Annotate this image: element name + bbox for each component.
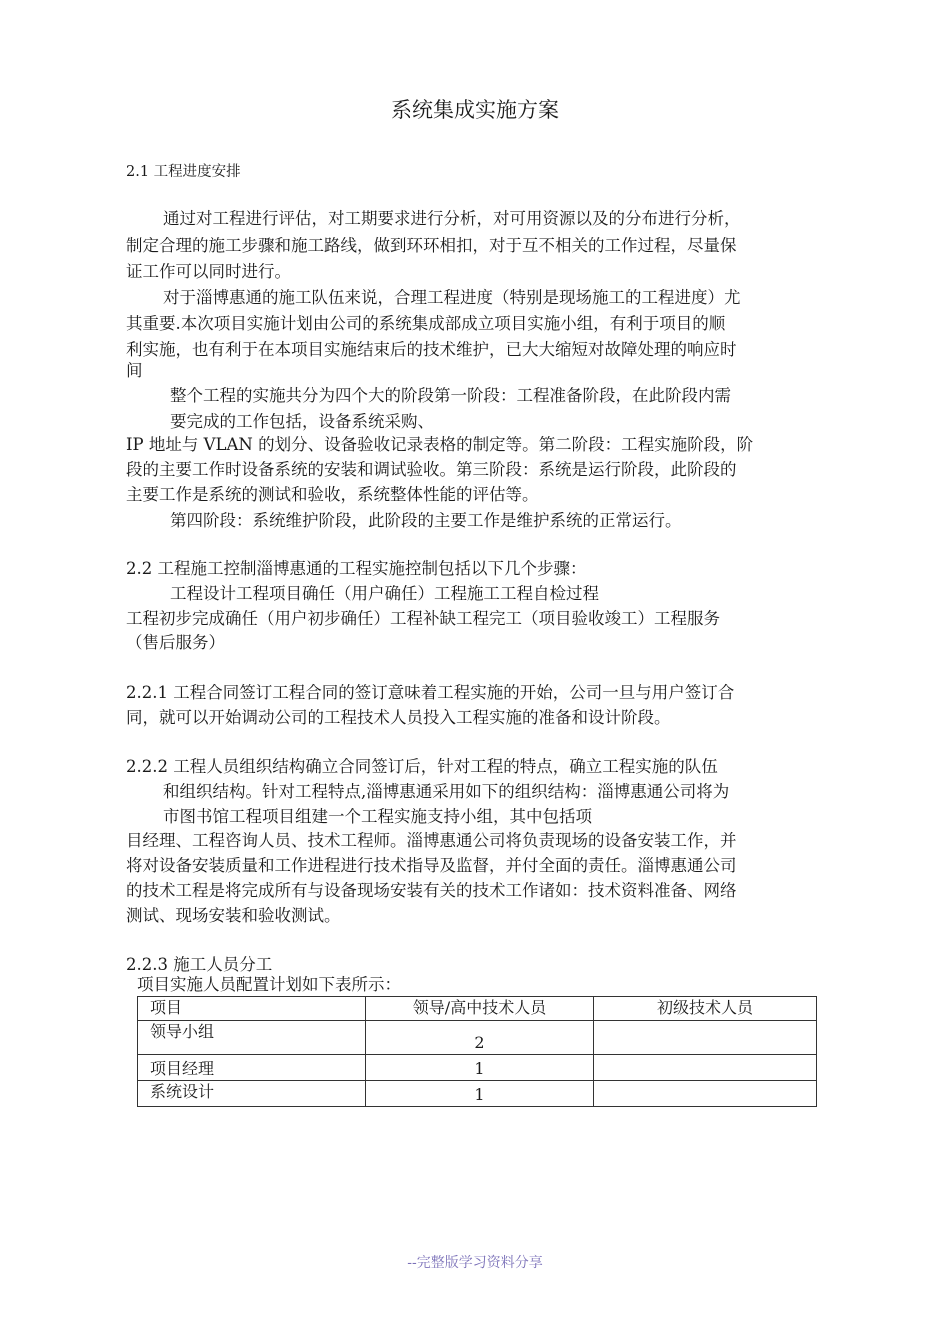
paragraph-line: （售后服务） — [126, 633, 225, 652]
paragraph-line: 和组织结构。针对工程特点,淄博惠通采用如下的组织结构：淄博惠通公司将为 — [163, 782, 730, 801]
table-row — [138, 1021, 817, 1055]
paragraph-line: 间 — [126, 361, 143, 380]
section-2-2-heading: 2.2 工程施工控制淄博惠通的工程实施控制包括以下几个步骤： — [126, 559, 587, 578]
table-cell — [594, 1021, 817, 1055]
paragraph-line: 市图书馆工程项目组建一个工程实施支持小组，其中包括项 — [163, 807, 592, 826]
paragraph-line: 第四阶段：系统维护阶段，此阶段的主要工作是维护系统的正常运行。 — [170, 511, 682, 530]
paragraph-line: 利实施，也有利于在本项目实施结束后的技术维护，已大大缩短对故障处理的响应时 — [126, 340, 737, 359]
section-2-2-2-line: 2.2.2 工程人员组织结构确立合同签订后，针对工程的特点，确立工程实施的队伍 — [126, 757, 718, 776]
paragraph-line: 证工作可以同时进行。 — [126, 262, 291, 281]
table-row — [138, 1081, 817, 1107]
table-cell: 1 — [366, 1055, 594, 1081]
paragraph-line: 测试、现场安装和验收测试。 — [126, 906, 341, 925]
document-title: 系统集成实施方案 — [391, 98, 559, 122]
table-cell: 2 — [366, 1021, 594, 1055]
paragraph-line: 通过对工程进行评估，对工期要求进行分析，对可用资源以及的分布进行分析， — [163, 209, 741, 228]
paragraph-line: 目经理、工程咨询人员、技术工程师。淄博惠通公司将负责现场的设备安装工作，并 — [126, 831, 737, 850]
table-header-cell: 项目 — [138, 997, 366, 1021]
section-2-2-3-heading: 2.2.3 施工人员分工 — [126, 955, 273, 974]
table-cell: 项目经理 — [138, 1055, 366, 1081]
paragraph-line: 工程设计工程项目确任（用户确任）工程施工工程自检过程 — [170, 584, 599, 603]
paragraph-line: 对于淄博惠通的施工队伍来说，合理工程进度（特别是现场施工的工程进度）尤 — [163, 288, 741, 307]
page-footer: --完整版学习资料分享 — [407, 1255, 543, 1271]
table-cell: 系统设计 — [138, 1081, 366, 1107]
paragraph-line: 主要工作是系统的测试和验收，系统整体性能的评估等。 — [126, 485, 539, 504]
table-header-row — [138, 997, 817, 1021]
table-row — [138, 1055, 817, 1081]
table-header-cell: 领导/高中技术人员 — [366, 997, 594, 1021]
paragraph-line: 其重要.本次项目实施计划由公司的系统集成部成立项目实施小组，有利于项目的顺 — [126, 314, 726, 333]
paragraph-line: 要完成的工作包括，设备系统采购、 — [170, 412, 434, 431]
table-cell: 领导小组 — [138, 1021, 366, 1055]
paragraph-line: 制定合理的施工步骤和施工路线，做到环环相扣，对于互不相关的工作过程，尽量保 — [126, 236, 737, 255]
paragraph-line: 将对设备安装质量和工作进程进行技术指导及监督，并付全面的责任。淄博惠通公司 — [126, 856, 737, 875]
section-2-2-1-line: 2.2.1 工程合同签订工程合同的签订意味着工程实施的开始，公司一旦与用户签订合 — [126, 683, 735, 702]
table-cell — [594, 1055, 817, 1081]
staffing-table — [137, 996, 817, 1107]
paragraph-line: 段的主要工作时设备系统的安装和调试验收。第三阶段：系统是运行阶段，此阶段的 — [126, 460, 737, 479]
paragraph-line: 的技术工程是将完成所有与设备现场安装有关的技术工作诸如：技术资料准备、网络 — [126, 881, 737, 900]
table-cell — [594, 1081, 817, 1107]
table-intro: 项目实施人员配置计划如下表所示： — [137, 975, 401, 994]
paragraph-line: 同，就可以开始调动公司的工程技术人员投入工程实施的准备和设计阶段。 — [126, 708, 671, 727]
paragraph-line: 工程初步完成确任（用户初步确任）工程补缺工程完工（项目验收竣工）工程服务 — [126, 609, 720, 628]
table-cell: 1 — [366, 1081, 594, 1107]
section-2-1-heading: 2.1 工程进度安排 — [126, 164, 241, 180]
table-header-cell: 初级技术人员 — [594, 997, 817, 1021]
paragraph-line: 整个工程的实施共分为四个大的阶段第一阶段：工程准备阶段，在此阶段内需 — [170, 386, 731, 405]
paragraph-line: IP 地址与 VLAN 的划分、设备验收记录表格的制定等。第二阶段：工程实施阶段，阶 — [126, 435, 754, 454]
